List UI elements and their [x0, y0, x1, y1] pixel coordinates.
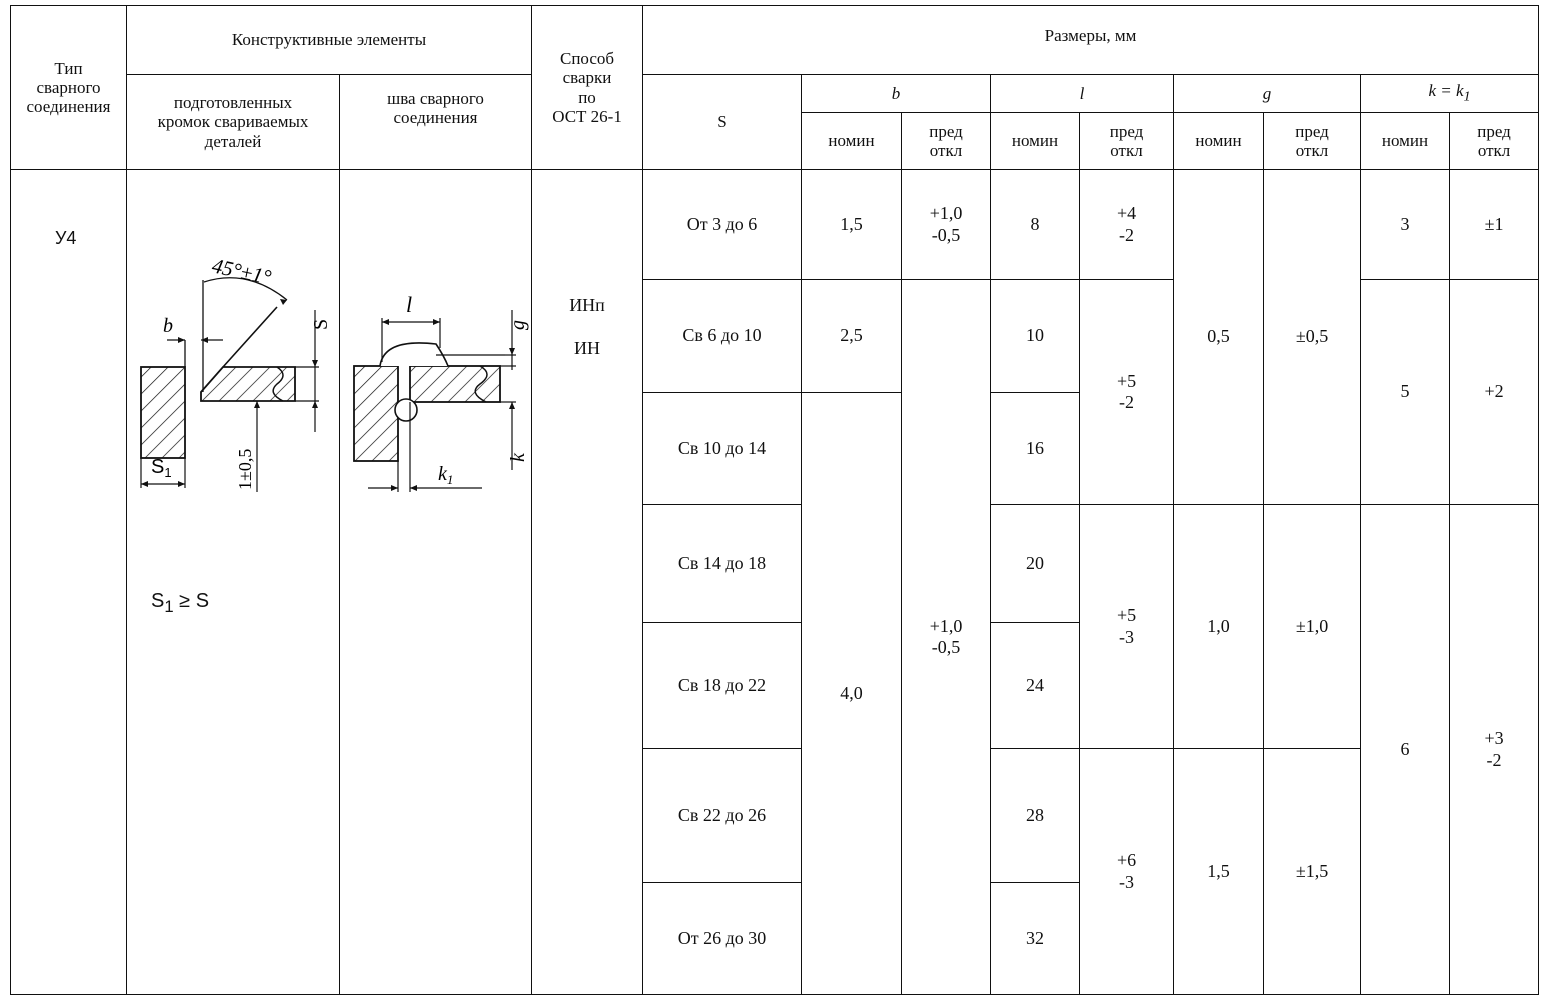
header-weld-seam: шва сварного соединения [340, 75, 532, 170]
header-prepared-edges: подготовленных кромок свариваемых деталей [127, 75, 340, 170]
header-k: $k = k_1$ [1361, 75, 1539, 113]
s-range-1: От 3 до 6 [643, 170, 802, 280]
g-label: g [507, 320, 529, 330]
b-nom-1: 1,5 [802, 170, 902, 280]
edge-preparation-drawing [127, 170, 340, 570]
b-label: b [163, 315, 173, 337]
joint-type-label: У4 [55, 228, 77, 248]
header-g: g [1174, 75, 1361, 113]
l-nom-6: 28 [991, 749, 1080, 883]
s-range-3: Св 10 до 14 [643, 393, 802, 505]
k-nom-3: 6 [1361, 505, 1450, 995]
l-nom-7: 32 [991, 883, 1080, 995]
k-nom-2: 5 [1361, 280, 1450, 505]
welding-method-cell [532, 170, 643, 995]
b-nom-2: 2,5 [802, 280, 902, 393]
method-inp: ИНп [569, 295, 605, 315]
joint-type-cell [11, 170, 127, 995]
k-dev-3: +3 -2 [1450, 505, 1539, 995]
l-nom-4: 20 [991, 505, 1080, 623]
k1-label: $k_1$ [438, 463, 454, 487]
l-dev-4: +6 -3 [1080, 749, 1174, 995]
b-dev-rest: +1,0 -0,5 [902, 280, 991, 995]
s-range-6: Св 22 до 26 [643, 749, 802, 883]
k-dev-2: +2 [1450, 280, 1539, 505]
right-plate-shape [201, 367, 295, 401]
angle-label: 45°±1° [209, 253, 274, 290]
header-k-dev: пред откл [1450, 113, 1539, 170]
header-b-nom: номин [802, 113, 902, 170]
header-g-nom: номин [1174, 113, 1264, 170]
header-l-dev: пред откл [1080, 113, 1174, 170]
l-nom-2: 10 [991, 280, 1080, 393]
thickness-relation: $S_1 \ge S$ [151, 590, 210, 616]
g-dev-3: ±1,5 [1264, 749, 1361, 995]
weld-seam-drawing [340, 170, 532, 570]
k-dev-1: ±1 [1450, 170, 1539, 280]
header-g-dev: пред откл [1264, 113, 1361, 170]
s-label: S [310, 318, 332, 330]
g-nom-1: 0,5 [1174, 170, 1264, 505]
header-s: S [643, 75, 802, 170]
l-dev-1: +4 -2 [1080, 170, 1174, 280]
header-k-nom: номин [1361, 113, 1450, 170]
b-nom-3: 4,0 [802, 393, 902, 995]
l-nom-3: 16 [991, 393, 1080, 505]
weld-left-plate [354, 366, 398, 461]
g-nom-2: 1,0 [1174, 505, 1264, 749]
l-nom-5: 24 [991, 623, 1080, 749]
b-dev-1: +1,0 -0,5 [902, 170, 991, 280]
s-range-7: От 26 до 30 [643, 883, 802, 995]
edges-figure-cell [127, 170, 340, 995]
l-dev-3: +5 -3 [1080, 505, 1174, 749]
gap-label: 1±0,5 [235, 448, 255, 490]
weld-dimensions-table [10, 5, 1539, 995]
g-dev-1: ±0,5 [1264, 170, 1361, 505]
s-range-2: Св 6 до 10 [643, 280, 802, 393]
method-in: ИН [574, 338, 601, 359]
k-nom-1: 3 [1361, 170, 1450, 280]
header-b-dev: пред откл [902, 113, 991, 170]
header-dimensions: Размеры, мм [643, 6, 1539, 75]
g-dev-2: ±1,0 [1264, 505, 1361, 749]
s1-label: $S_1$ [151, 456, 172, 480]
l-nom-1: 8 [991, 170, 1080, 280]
header-l: l [991, 75, 1174, 113]
l-dev-2: +5 -2 [1080, 280, 1174, 505]
s-range-4: Св 14 до 18 [643, 505, 802, 623]
g-nom-3: 1,5 [1174, 749, 1264, 995]
header-structural-elements: Конструктивные элементы [127, 6, 532, 75]
s-range-5: Св 18 до 22 [643, 623, 802, 749]
header-b: b [802, 75, 991, 113]
weld-figure-cell [340, 170, 532, 995]
header-joint-type: Тип сварного соединения [11, 6, 127, 170]
header-welding-method: Способ сварки по ОСТ 26-1 [532, 6, 643, 170]
header-l-nom: номин [991, 113, 1080, 170]
l-label: l [406, 292, 413, 317]
left-plate-shape [141, 367, 185, 458]
k-label: k [507, 453, 529, 462]
